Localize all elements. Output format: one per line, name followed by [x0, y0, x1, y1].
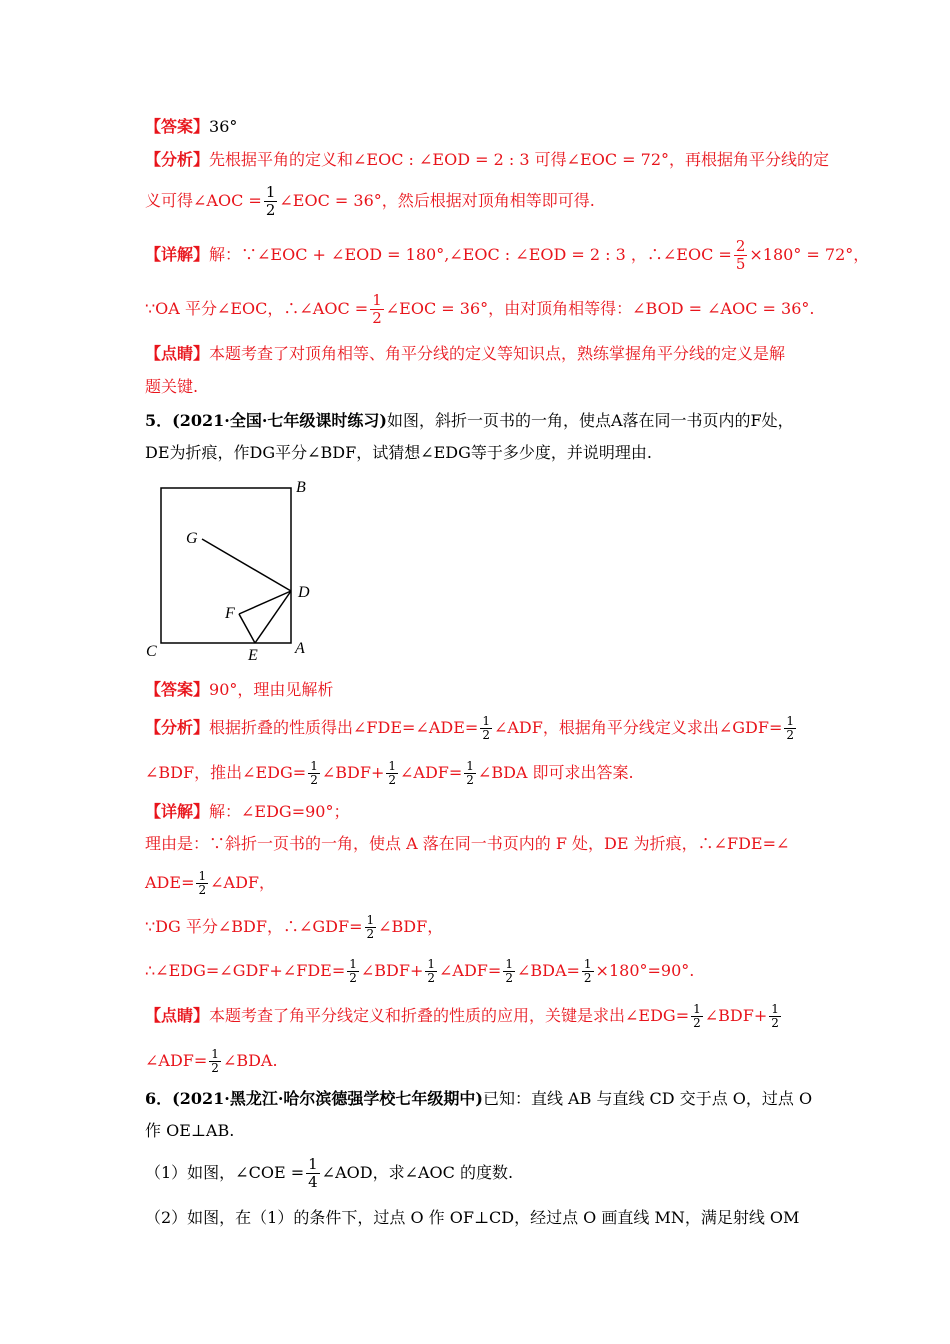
fraction: $\frac{1}{2}$: [771, 1002, 779, 1030]
fraction: $\frac{1}{2}$: [482, 714, 490, 742]
label-G: G: [186, 530, 198, 547]
fraction: $\frac{1}{2}$: [505, 957, 513, 985]
detail-text: ∴∠EDG=∠GDF+∠FDE=: [145, 961, 346, 980]
q5-title-line-2: [145, 442, 652, 464]
q6-title-line-1: [145, 1088, 812, 1110]
analysis-label: 【分析】: [145, 718, 210, 737]
detail-text: ∠EOC = 36°，由对顶角相等得：∠BOD = ∠AOC = 36°.: [385, 299, 815, 318]
q6-part2-line: [145, 1207, 799, 1229]
detail-text: ∠BDF，: [378, 917, 444, 936]
label-A: A: [295, 640, 305, 657]
comment-label: 【点睛】: [145, 344, 210, 363]
fraction: $\frac{1}{2}$: [466, 759, 474, 787]
comment-text: ∠ADF=: [145, 1051, 208, 1070]
question-source: (2021·全国·七年级课时练习): [172, 411, 387, 430]
question-number: 5．: [145, 411, 173, 430]
fraction: $\frac{1}{2}$: [427, 957, 436, 985]
segment-GD: [202, 539, 291, 591]
q5-detail-line-3: [145, 862, 275, 904]
fraction: $\frac{1}{2}$: [366, 913, 375, 941]
question-number: 6．: [145, 1089, 173, 1108]
fraction: $\frac{1}{2}$: [786, 714, 795, 742]
analysis-text: 义可得∠AOC =: [145, 191, 262, 210]
answer-label: 【答案】: [145, 680, 210, 699]
label-B: B: [296, 479, 306, 496]
detail-text: ∵OA 平分∠EOC，∴∠AOC =: [145, 299, 369, 318]
q5-detail-line-2: [145, 833, 789, 855]
label-C: C: [146, 643, 157, 660]
detail-text: ×180° = 72°，: [749, 245, 870, 264]
fold-figure: [142, 478, 322, 668]
fraction: $\frac{2}{5}$: [735, 237, 746, 273]
q4-comment-line-1: [145, 343, 785, 365]
detail-label: 【详解】: [145, 245, 210, 264]
comment-text: 本题考查了对顶角相等、角平分线的定义等知识点，熟练掌握角平分线的定义是解: [209, 344, 786, 363]
analysis-text: 先根据平角的定义和∠EOC : ∠EOD = 2 : 3 可得∠EOC = 72°，再根据角平分线的定: [209, 150, 830, 169]
detail-label: 【详解】: [145, 802, 210, 821]
fraction: $\frac{1}{2}$: [310, 759, 318, 787]
fraction: $\frac{1}{2}$: [583, 957, 592, 985]
analysis-text: ∠ADF=: [399, 763, 463, 782]
fraction: $\frac{1}{2}$: [693, 1002, 701, 1030]
question-text: （1）如图，∠COE =: [145, 1163, 305, 1182]
q5-comment-line-1: [145, 995, 783, 1037]
detail-text: 解：∠EDG=90°；: [209, 802, 350, 821]
question-text: （2）如图，在（1）的条件下，过点 O 作 OF⊥CD，经过点 O 画直线 MN，满足射线 OM: [145, 1208, 800, 1227]
q5-title-line-1: [145, 410, 794, 432]
question-text: 作 OE⊥AB.: [145, 1121, 235, 1140]
fraction: $\frac{1}{2}$: [388, 759, 396, 787]
answer-value: 90°，理由见解析: [209, 680, 334, 699]
label-F: F: [225, 605, 235, 622]
analysis-text: ∠BDF+: [321, 763, 385, 782]
question-source: (2021·黑龙江·哈尔滨德强学校七年级期中): [172, 1089, 483, 1108]
q5-detail-line-5: [145, 950, 694, 992]
label-D: D: [298, 584, 310, 601]
comment-text: ∠BDF+: [704, 1006, 768, 1025]
q4-analysis-line-2: [145, 180, 595, 222]
analysis-text: ∠EOC = 36°，然后根据对顶角相等即可得.: [279, 191, 595, 210]
detail-text: ∠ADF，: [210, 873, 276, 892]
label-E: E: [248, 647, 258, 664]
detail-text: ×180°=90°.: [595, 961, 695, 980]
fraction: $\frac{1}{2}$: [198, 869, 207, 897]
detail-text: ∵DG 平分∠BDF，∴∠GDF=: [145, 917, 363, 936]
analysis-text: ∠BDF，推出∠EDG=: [145, 763, 307, 782]
detail-text: ∠BDA=: [516, 961, 580, 980]
question-text: ∠AOD，求∠AOC 的度数.: [321, 1163, 514, 1182]
analysis-text: ∠BDA 即可求出答案.: [477, 763, 634, 782]
fraction: $\frac{1}{2}$: [372, 291, 382, 327]
detail-text: 理由是：∵斜折一页书的一角，使点 A 落在同一书页内的 F 处，DE 为折痕，∴∠FDE=∠: [145, 834, 790, 853]
comment-text: ∠BDA.: [222, 1051, 278, 1070]
comment-label: 【点睛】: [145, 1006, 210, 1025]
q5-comment-line-2: [145, 1040, 278, 1082]
q4-comment-line-2: [145, 376, 198, 398]
comment-text: 题关键.: [145, 377, 199, 396]
q6-part1-line: [145, 1152, 513, 1194]
q5-detail-line-4: [145, 906, 443, 948]
question-text: DE为折痕，作DG平分∠BDF，试猜想∠EDG等于多少度，并说明理由.: [145, 443, 652, 462]
answer-value: 36°: [209, 117, 238, 136]
detail-text: ∠BDF+: [360, 961, 424, 980]
fraction: $\frac{1}{2}$: [211, 1047, 219, 1075]
question-text: 如图，斜折一页书的一角，使点A落在同一书页内的F处，: [386, 411, 794, 430]
analysis-label: 【分析】: [145, 150, 210, 169]
q4-detail-line-2: [145, 288, 814, 330]
q5-detail-line-1: [145, 801, 349, 823]
answer-label: 【答案】: [145, 117, 210, 136]
analysis-text: ∠ADF，根据角平分线定义求出∠GDF=: [493, 718, 783, 737]
q6-title-line-2: [145, 1120, 234, 1142]
q5-analysis-line-1: [145, 707, 798, 749]
comment-text: 本题考查了角平分线定义和折叠的性质的应用，关键是求出∠EDG=: [209, 1006, 690, 1025]
q5-answer-line: [145, 679, 333, 701]
q4-answer-line: [145, 116, 237, 138]
fraction: $\frac{1}{4}$: [308, 1155, 318, 1191]
detail-text: ADE=: [145, 873, 195, 892]
q4-analysis-line-1: [145, 149, 829, 171]
detail-text: 解：∵∠EOC + ∠EOD = 180°,∠EOC : ∠EOD = 2 : 3 ，∴∠EOC =: [209, 245, 732, 264]
fraction: $\frac{1}{2}$: [265, 183, 276, 219]
fraction: $\frac{1}{2}$: [349, 957, 357, 985]
analysis-text: 根据折叠的性质得出∠FDE=∠ADE=: [209, 718, 479, 737]
question-text: 已知：直线 AB 与直线 CD 交于点 O，过点 O: [482, 1089, 813, 1108]
segment-FE: [239, 614, 255, 643]
q4-detail-line-1: [145, 234, 869, 276]
detail-text: ∠ADF=: [439, 961, 502, 980]
q5-analysis-line-2: [145, 752, 634, 794]
